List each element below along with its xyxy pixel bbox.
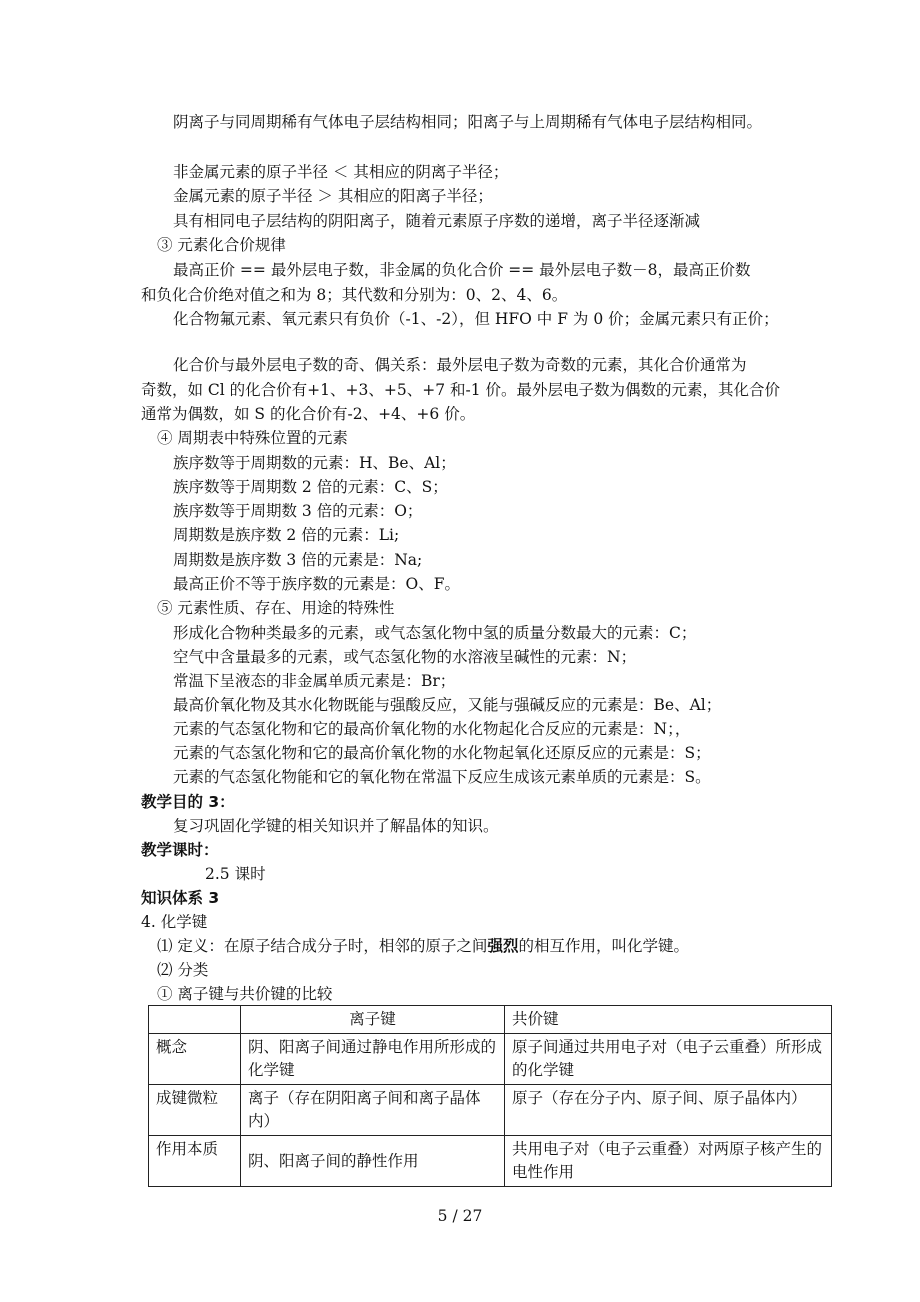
definition-line <box>157 936 689 956</box>
bold-heading: 教学课时： <box>141 841 219 859</box>
section-heading: ④ 周期表中特殊位置的元素 <box>157 429 348 447</box>
table-cell: 成键微粒 <box>149 1085 241 1136</box>
table-cell: 离子（存在阴阳离子间和离子晶体内） <box>241 1085 505 1136</box>
text-line: 常温下呈液态的非金属单质元素是：Br； <box>173 672 456 690</box>
text-line: 非金属元素的原子半径 ＜ 其相应的阴离子半径； <box>173 163 509 181</box>
text-line: 化合物氟元素、氧元素只有负价（-1、-2），但 HFO 中 F 为 0 价；金属元素只有正价； <box>173 310 779 328</box>
text-line: 族序数等于周期数的元素：H、Be、Al； <box>173 454 456 472</box>
text-line: 复习巩固化学键的相关知识并了解晶体的知识。 <box>173 817 499 835</box>
table-cell: 原子间通过共用电子对（电子云重叠）所形成的化学键 <box>505 1034 832 1085</box>
text-line: ⑵ 分类 <box>157 961 209 979</box>
text-line: 4. 化学键 <box>141 913 208 931</box>
text-line: 最高正价 == 最外层电子数，非金属的负化合价 == 最外层电子数－8，最高正价数 <box>173 261 751 279</box>
page-number: 5 / 27 <box>437 1207 483 1225</box>
text-line: 化合价与最外层电子数的奇、偶关系：最外层电子数为奇数的元素，其化合价通常为 <box>173 356 747 374</box>
table-cell: 作用本质 <box>149 1136 241 1187</box>
bold-heading: 知识体系 3 <box>141 889 220 907</box>
table-row <box>149 1136 832 1187</box>
text-line: 元素的气态氢化物能和它的氧化物在常温下反应生成该元素单质的元素是：S。 <box>173 768 711 786</box>
definition-text-b: 的相互作用，叫化学键。 <box>518 937 689 955</box>
text-line: 2.5 课时 <box>205 865 266 883</box>
text-line: 奇数，如 Cl 的化合价有+1、+3、+5、+7 和-1 价。最外层电子数为偶数的元素，其化合价 <box>141 381 781 399</box>
definition-text-a: ⑴ 定义：在原子结合成分子时，相邻的原子之间 <box>157 937 488 955</box>
text-line: 元素的气态氢化物和它的最高价氧化物的水化物起氧化还原反应的元素是：S； <box>173 744 711 762</box>
table-cell: 阴、阳离子间的静性作用 <box>241 1136 505 1187</box>
text-line: 和负化合价绝对值之和为 8；其代数和分别为：0、2、4、6。 <box>141 286 568 304</box>
table-cell: 概念 <box>149 1034 241 1085</box>
text-line: 具有相同电子层结构的阴阳离子，随着元素原子序数的递增，离子半径逐渐减 <box>173 212 701 230</box>
table-cell: 共用电子对（电子云重叠）对两原子核产生的电性作用 <box>505 1136 832 1187</box>
section-heading: ⑤ 元素性质、存在、用途的特殊性 <box>157 599 395 617</box>
table-header-cell: 离子键 <box>241 1006 505 1034</box>
text-line: 族序数等于周期数 3 倍的元素：O； <box>173 502 423 520</box>
text-line: 通常为偶数，如 S 的化合价有-2、+4、+6 价。 <box>141 405 476 423</box>
text-line: 最高正价不等于族序数的元素是：O、F。 <box>173 575 460 593</box>
text-line: 形成化合物种类最多的元素，或气态氢化物中氢的质量分数最大的元素：C； <box>173 624 697 642</box>
text-line: 周期数是族序数 2 倍的元素：Li; <box>173 526 400 544</box>
table-row <box>149 1085 832 1136</box>
text-line: 空气中含量最多的元素，或气态氢化物的水溶液呈碱性的元素：N； <box>173 648 637 666</box>
table-row <box>149 1034 832 1085</box>
table-cell: 阴、阳离子间通过静电作用所形成的化学键 <box>241 1034 505 1085</box>
text-line: 元素的气态氢化物和它的最高价氧化物的水化物起化合反应的元素是：N；， <box>173 720 691 738</box>
text-line: 最高价氧化物及其水化物既能与强酸反应，又能与强碱反应的元素是：Be、Al； <box>173 696 722 714</box>
table-header-row <box>149 1006 832 1034</box>
text-line: 周期数是族序数 3 倍的元素是：Na; <box>173 551 423 569</box>
text-line: 族序数等于周期数 2 倍的元素：C、S； <box>173 478 448 496</box>
definition-emphasis: 强烈 <box>487 936 519 955</box>
text-line: 金属元素的原子半径 ＞ 其相应的阳离子半径； <box>173 187 493 205</box>
bond-comparison-table <box>148 1005 832 1187</box>
table-header-cell: 共价键 <box>505 1006 832 1034</box>
table-header-cell <box>149 1006 241 1034</box>
section-heading: ① 离子键与共价键的比较 <box>157 985 333 1003</box>
table-cell: 原子（存在分子内、原子间、原子晶体内） <box>505 1085 832 1136</box>
text-line: 阴离子与同周期稀有气体电子层结构相同；阳离子与上周期稀有气体电子层结构相同。 <box>173 113 763 131</box>
bold-heading: 教学目的 3： <box>141 793 235 811</box>
section-heading: ③ 元素化合价规律 <box>157 236 286 254</box>
